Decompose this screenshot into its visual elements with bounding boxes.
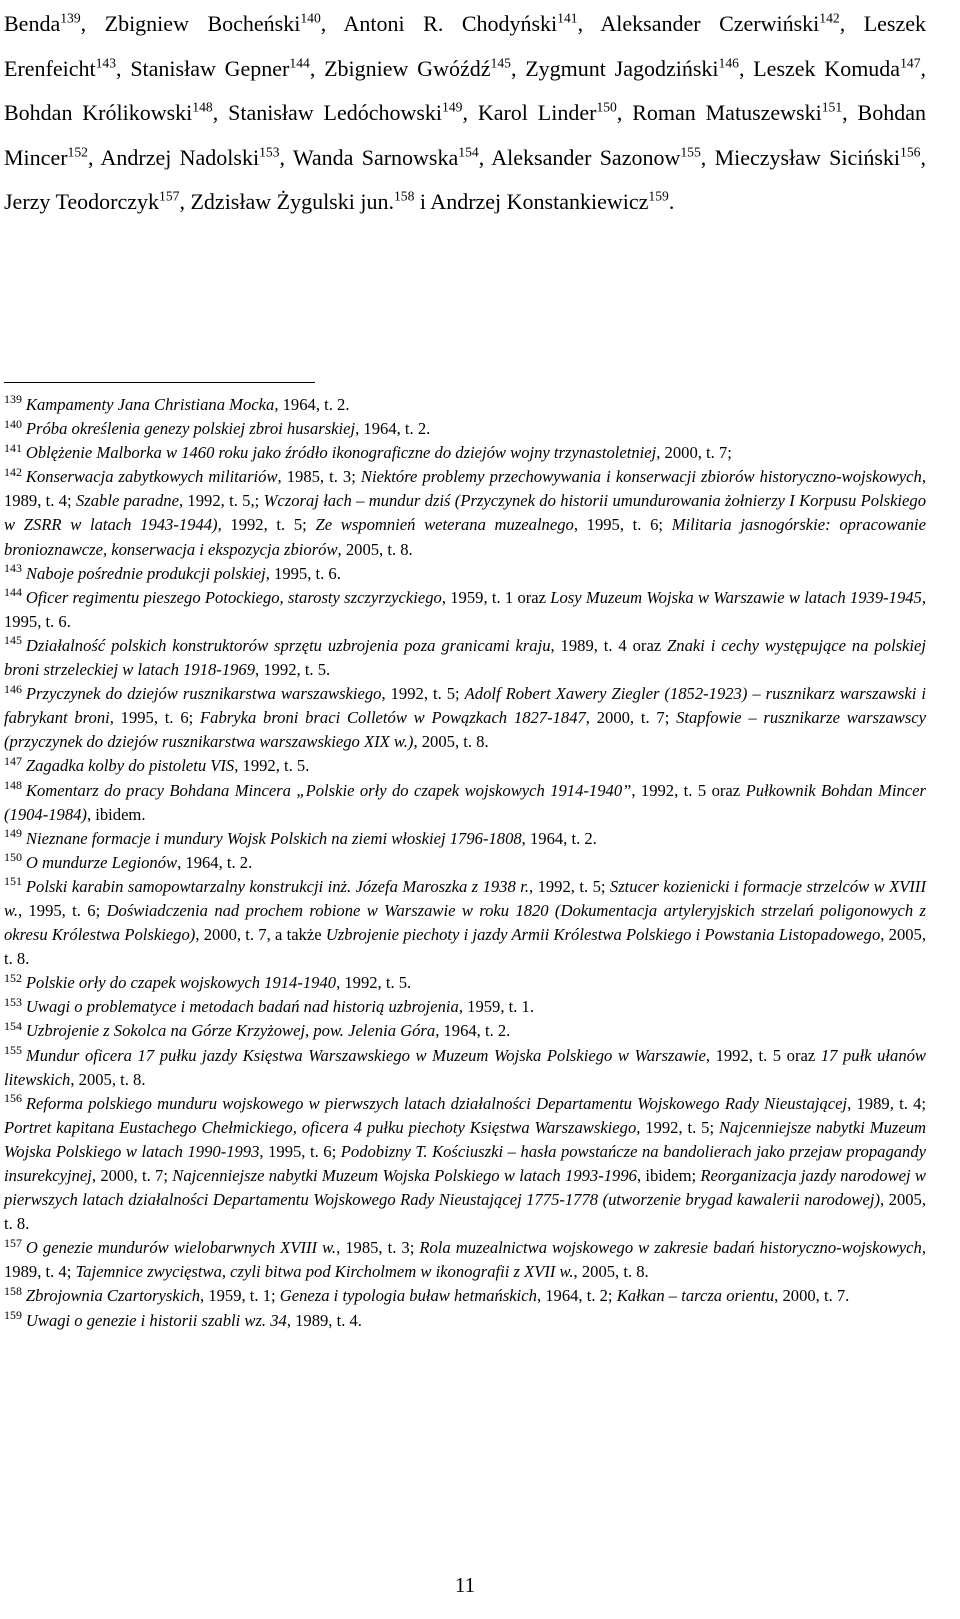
footnote-citation: , 1959, t. 1 oraz [441, 587, 551, 607]
footnote-citation: , 1985, t. 3; [336, 1238, 420, 1258]
footnote-number: 147 [4, 753, 22, 768]
footnote-citation: , 2000, t. 7; [91, 1166, 173, 1185]
footnote-citation: , 1959, t. 1. [458, 997, 534, 1017]
body-text: , Antoni R. Chodyński [320, 11, 558, 36]
footnote-citation: , 2005, t. 8. [413, 732, 489, 752]
footnote-title: Reforma polskiego munduru wojskowego w pierwszych latach działalności Departamentu Wojskowego Rady Nieustającej [25, 1093, 848, 1113]
footnote-citation: , 1995, t. 6. [265, 563, 341, 583]
footnote-citation: , 1992, t. 5. [336, 973, 412, 993]
body-text: , Roman Matuszewski [616, 100, 822, 125]
footnote-title: Doświadczenia nad prochem robione w Warszawie w roku 1820 (Dokumentacja artyleryjskich strzelań poligonowych z okresu Królestwa Polskiego) [4, 900, 926, 945]
footnote-title: 17 pułk ułanów litewskich [4, 1045, 926, 1089]
footnote-146 [4, 682, 926, 754]
footnote-ref: 143 [95, 55, 117, 71]
footnote-ref: 146 [718, 55, 739, 71]
footnote-158 [4, 1284, 926, 1308]
footnote-141 [4, 441, 926, 465]
body-text: , Aleksander Sazonow [478, 144, 681, 170]
footnote-title: Uzbrojenie piechoty i jazdy Armii Królestwa Polskiego i Powstania Listopadowego [325, 925, 881, 945]
footnote-number: 158 [4, 1283, 22, 1298]
footnote-number: 159 [4, 1308, 22, 1323]
footnote-number: 151 [4, 874, 22, 889]
footnote-title: Zagadka kolby do pistoletu VIS [25, 756, 235, 776]
footnote-citation: , 1985, t. 3; [277, 467, 361, 487]
body-text: , Aleksander Czerwiński [577, 11, 820, 36]
footnote-title: Szable paradne [75, 491, 179, 511]
footnote-citation: , 1989, t. 4; [847, 1093, 926, 1113]
footnote-ref: 144 [289, 55, 310, 71]
footnote-citation: , 1995, t. 6; [259, 1141, 341, 1161]
body-paragraph [4, 2, 926, 225]
footnote-number: 140 [4, 416, 22, 431]
footnote-number: 153 [4, 994, 22, 1009]
footnote-citation: , 1995, t. 6. [4, 587, 926, 631]
footnote-title: Nieznane formacje i mundury Wojsk Polskich na ziemi włoskiej 1796-1808 [25, 828, 522, 848]
footnote-number: 141 [4, 440, 22, 455]
footnote-ref: 147 [900, 55, 921, 71]
footnote-number: 142 [4, 464, 22, 479]
footnote-157 [4, 1236, 926, 1284]
footnote-title: Polskie orły do czapek wojskowych 1914-1940 [25, 973, 337, 993]
footnote-citation: , 1992, t. 5 oraz [631, 780, 746, 800]
body-text: , Bohdan Mincer [4, 100, 926, 170]
footnote-citation: , 2005, t. 8. [573, 1262, 649, 1282]
footnote-ref: 142 [819, 10, 840, 26]
footnote-title: O mundurze Legionów [25, 852, 178, 872]
footnote-152 [4, 971, 926, 995]
footnote-citation: , 1964, t. 2. [435, 1021, 511, 1041]
footnote-citation: , 1964, t. 2; [536, 1286, 617, 1306]
footnote-citation: , 2000, t. 7, a także [195, 925, 326, 945]
body-text: Benda [4, 11, 61, 36]
footnote-title: Rola muzealnictwa wojskowego w zakresie badań historyczno-wojskowych [419, 1238, 922, 1258]
footnote-citation: , 2005, t. 8. [4, 925, 926, 969]
footnote-citation: , 1992, t. 5; [381, 684, 465, 704]
body-text: , Zdzisław Żygulski jun. [179, 189, 394, 214]
body-text: , Andrzej Nadolski [87, 144, 260, 170]
footnote-145 [4, 634, 926, 682]
footnote-citation: , 1964, t. 2. [521, 828, 597, 848]
footnote-ref: 158 [393, 188, 415, 204]
footnote-title: Komentarz do pracy Bohdana Mincera „Polskie orły do czapek wojskowych 1914-1940” [25, 780, 632, 800]
footnote-title: Uzbrojenie z Sokolca na Górze Krzyżowej, pow. Jelenia Góra [25, 1021, 436, 1041]
footnote-title: Oficer regimentu pieszego Potockiego, starosty szczyrzyckiego [25, 587, 442, 607]
footnote-ref: 152 [67, 144, 88, 160]
body-text: , Leszek Erenfeicht [4, 11, 927, 81]
footnote-title: Fabryka broni braci Colletów w Powązkach 1827-1847 [200, 708, 586, 728]
footnote-title: Kałkan – tarcza orientu [616, 1286, 775, 1306]
footnote-154 [4, 1019, 926, 1043]
footnote-148 [4, 779, 926, 827]
footnote-title: Oblężenie Malborka w 1460 roku jako źródło ikonograficzne do dziejów wojny trzynastoletniej [25, 443, 657, 463]
footnote-title: Adolf Robert Xawery Ziegler (1852-1923) – rusznikarz warszawski i fabrykant broni [4, 684, 926, 728]
footnote-159 [4, 1309, 926, 1333]
body-text: , Zygmunt Jagodziński [510, 55, 719, 81]
body-text: . [668, 189, 675, 214]
footnote-citation: , 2000, t. 7. [774, 1286, 850, 1306]
footnote-ref: 141 [557, 10, 578, 26]
footnote-title: Naboje pośrednie produkcji polskiej [25, 563, 266, 583]
footnote-title: O genezie mundurów wielobarwnych XVIII w. [25, 1238, 337, 1258]
footnote-title: Militaria jasnogórskie: opracowanie bronioznawcze, konserwacja i ekspozycja zbiorów [4, 515, 926, 559]
footnote-number: 139 [4, 392, 22, 407]
footnote-142 [4, 465, 926, 561]
body-text: , Zbigniew Bocheński [80, 11, 301, 36]
footnote-title: Portret kapitana Eustachego Chełmickiego, oficera 4 pułku piechoty Księstwa Warszawskiego [4, 1117, 637, 1137]
footnote-citation: , 1992, t. 5,; [178, 491, 264, 511]
body-text: , Zbigniew Gwóźdź [309, 55, 491, 81]
footnote-number: 143 [4, 561, 22, 576]
footnote-number: 154 [4, 1018, 22, 1033]
footnote-ref: 139 [60, 10, 81, 26]
footnote-title: Stapfowie – rusznikarze warszawscy (przyczynek do dziejów rusznikarstwa warszawskiego XIX w.) [4, 708, 927, 752]
footnote-ref: 155 [680, 144, 701, 160]
body-text: , Leszek Komuda [738, 55, 901, 81]
footnote-title: Najcenniejsze nabytki Muzeum Wojska Polskiego w latach 1993-1996 [172, 1166, 637, 1185]
body-text: , Mieczysław Siciński [700, 144, 901, 170]
footnote-title: Działalność polskich konstruktorów sprzętu uzbrojenia poza granicami kraju [25, 635, 551, 655]
footnote-citation: , 1964, t. 2. [177, 852, 253, 872]
footnote-ref: 140 [300, 10, 321, 26]
footnote-citation: , 1995, t. 6; [573, 515, 672, 535]
footnote-citation: , 1964, t. 2. [274, 395, 350, 414]
footnote-ref: 156 [900, 144, 921, 160]
footnote-ref: 159 [648, 188, 669, 204]
body-text: , Bohdan Królikowski [4, 55, 927, 125]
footnote-149 [4, 827, 926, 851]
footnote-139 [4, 393, 926, 417]
footnote-citation: , 1992, t. 5 oraz [705, 1045, 821, 1065]
body-text: , Karol Linder [462, 100, 597, 125]
footnote-citation: , 1995, t. 6; [17, 900, 107, 920]
body-text: , Stanisław Gepner [116, 55, 290, 81]
footnote-ref: 149 [442, 99, 463, 115]
footnote-title: Sztucer kozienicki i formacje strzelców w XVIII w. [4, 876, 926, 920]
footnote-ref: 157 [159, 188, 180, 204]
footnote-140 [4, 417, 926, 441]
footnote-citation: , 2000, t. 7; [656, 443, 732, 463]
footnote-number: 145 [4, 633, 22, 648]
footnote-citation: , 1992, t. 5; [528, 876, 610, 896]
footnote-citation: , 1989, t. 4; [4, 1238, 926, 1282]
footnote-number: 150 [4, 850, 22, 865]
footnote-citation: , 2005, t. 8. [4, 1190, 926, 1234]
footnote-separator [4, 382, 315, 383]
footnote-title: Losy Muzeum Wojska w Warszawie w latach 1939-1945 [550, 587, 922, 607]
body-text: i Andrzej Konstankiewicz [414, 189, 649, 214]
footnote-number: 156 [4, 1091, 22, 1106]
footnote-number: 149 [4, 826, 22, 841]
footnote-citation: , 2005, t. 8. [337, 539, 413, 559]
footnote-title: Zbrojownia Czartoryskich [25, 1286, 201, 1306]
footnote-number: 157 [4, 1235, 22, 1250]
footnote-151 [4, 875, 926, 971]
footnote-title: Przyczynek do dziejów rusznikarstwa warszawskiego [25, 684, 382, 704]
footnote-153 [4, 995, 926, 1019]
footnote-156 [4, 1092, 926, 1237]
footnote-title: Znaki i cechy występujące na polskiej broni strzeleckiej w latach 1918-1969 [4, 635, 927, 680]
footnote-citation: , 2005, t. 8. [70, 1069, 146, 1089]
footnote-title: Pułkownik Bohdan Mincer (1904-1984) [4, 780, 926, 824]
footnote-number: 155 [4, 1043, 22, 1057]
footnote-title: Mundur oficera 17 pułku jazdy Księstwa Warszawskiego w Muzeum Wojska Polskiego w Warszawie [25, 1045, 706, 1065]
footnote-title: Kampamenty Jana Christiana Mocka [25, 395, 275, 414]
footnote-title: Najcenniejsze nabytki Muzeum Wojska Polskiego w latach 1990-1993 [4, 1117, 926, 1161]
footnote-title: Geneza i typologia buław hetmańskich [279, 1286, 537, 1306]
footnote-title: Podobizny T. Kościuszki – hasła powstańcze na bandolierach jako przejaw propagandy insurekcyjnej [4, 1141, 926, 1185]
footnote-number: 152 [4, 970, 22, 985]
footnote-147 [4, 754, 926, 778]
footnote-citation: , 1995, t. 6; [109, 708, 201, 728]
footnote-citation: , ibidem; [636, 1166, 701, 1185]
body-text: , Wanda Sarnowska [279, 144, 459, 170]
footnote-citation: , 1959, t. 1; [200, 1286, 280, 1306]
footnote-citation: , 1992, t. 5; [217, 515, 316, 535]
footnote-title: Reorganizacja jazdy narodowej w pierwszych latach działalności Departamentu Wojskowego Rady Nieustającej 1775-1778 (utworzenie brygad kawalerii narodowej) [4, 1166, 926, 1210]
footnote-citation: , ibidem. [86, 804, 146, 824]
footnote-number: 148 [4, 777, 22, 792]
page-number: 11 [454, 1573, 476, 1597]
footnote-ref: 153 [259, 144, 280, 160]
footnote-title: Niektóre problemy przechowywania i konserwacji zbiorów historyczno-wojskowych [360, 467, 922, 487]
footnote-citation: , 1992, t. 5. [234, 756, 310, 776]
footnote-title: Próba określenia genezy polskiej zbroi husarskiej [25, 419, 356, 439]
footnote-150 [4, 851, 926, 875]
footnote-citation: , 1989, t. 4. [286, 1310, 362, 1330]
footnote-ref: 154 [458, 144, 479, 160]
footnote-ref: 151 [821, 99, 843, 115]
footnote-citation: , 2000, t. 7; [585, 708, 677, 728]
footnote-143 [4, 562, 926, 586]
footnote-title: Ze wspomnień weterana muzealnego [315, 515, 574, 535]
footnote-title: Uwagi o genezie i historii szabli wz. 34 [25, 1310, 287, 1330]
body-text: , Jerzy Teodorczyk [4, 144, 926, 214]
footnote-citation: , 1992, t. 5. [255, 660, 331, 680]
footnote-citation: , 1964, t. 2. [355, 419, 431, 439]
footnote-title: Tajemnice zwycięstwa, czyli bitwa pod Kircholmem w ikonografii z XVII w. [75, 1262, 574, 1282]
footnote-title: Uwagi o problematyce i metodach badań nad historią uzbrojenia [25, 997, 459, 1017]
body-text: , Stanisław Ledóchowski [212, 100, 443, 125]
footnote-155 [4, 1044, 926, 1092]
footnote-title: Polski karabin samopowtarzalny konstrukcji inż. Józefa Maroszka z 1938 r. [25, 876, 529, 896]
footnote-ref: 145 [490, 55, 511, 71]
footnote-title: Konserwacja zabytkowych militariów [25, 467, 278, 487]
footnote-title: Wczoraj łach – mundur dziś (Przyczynek do historii umundurowania żołnierzy I Korpusu Polskiego w ZSRR w latach 1943-1944) [4, 491, 927, 535]
footnote-ref: 148 [192, 99, 213, 115]
footnote-ref: 150 [596, 99, 617, 115]
footnote-citation: , 1992, t. 5; [636, 1117, 719, 1137]
footnote-number: 144 [4, 585, 22, 600]
footnote-citation: , 1989, t. 4 oraz [550, 635, 668, 655]
footnote-144 [4, 586, 926, 634]
footnote-number: 146 [4, 681, 22, 696]
footnotes [4, 393, 926, 1333]
footnote-citation: , 1989, t. 4; [4, 467, 926, 511]
